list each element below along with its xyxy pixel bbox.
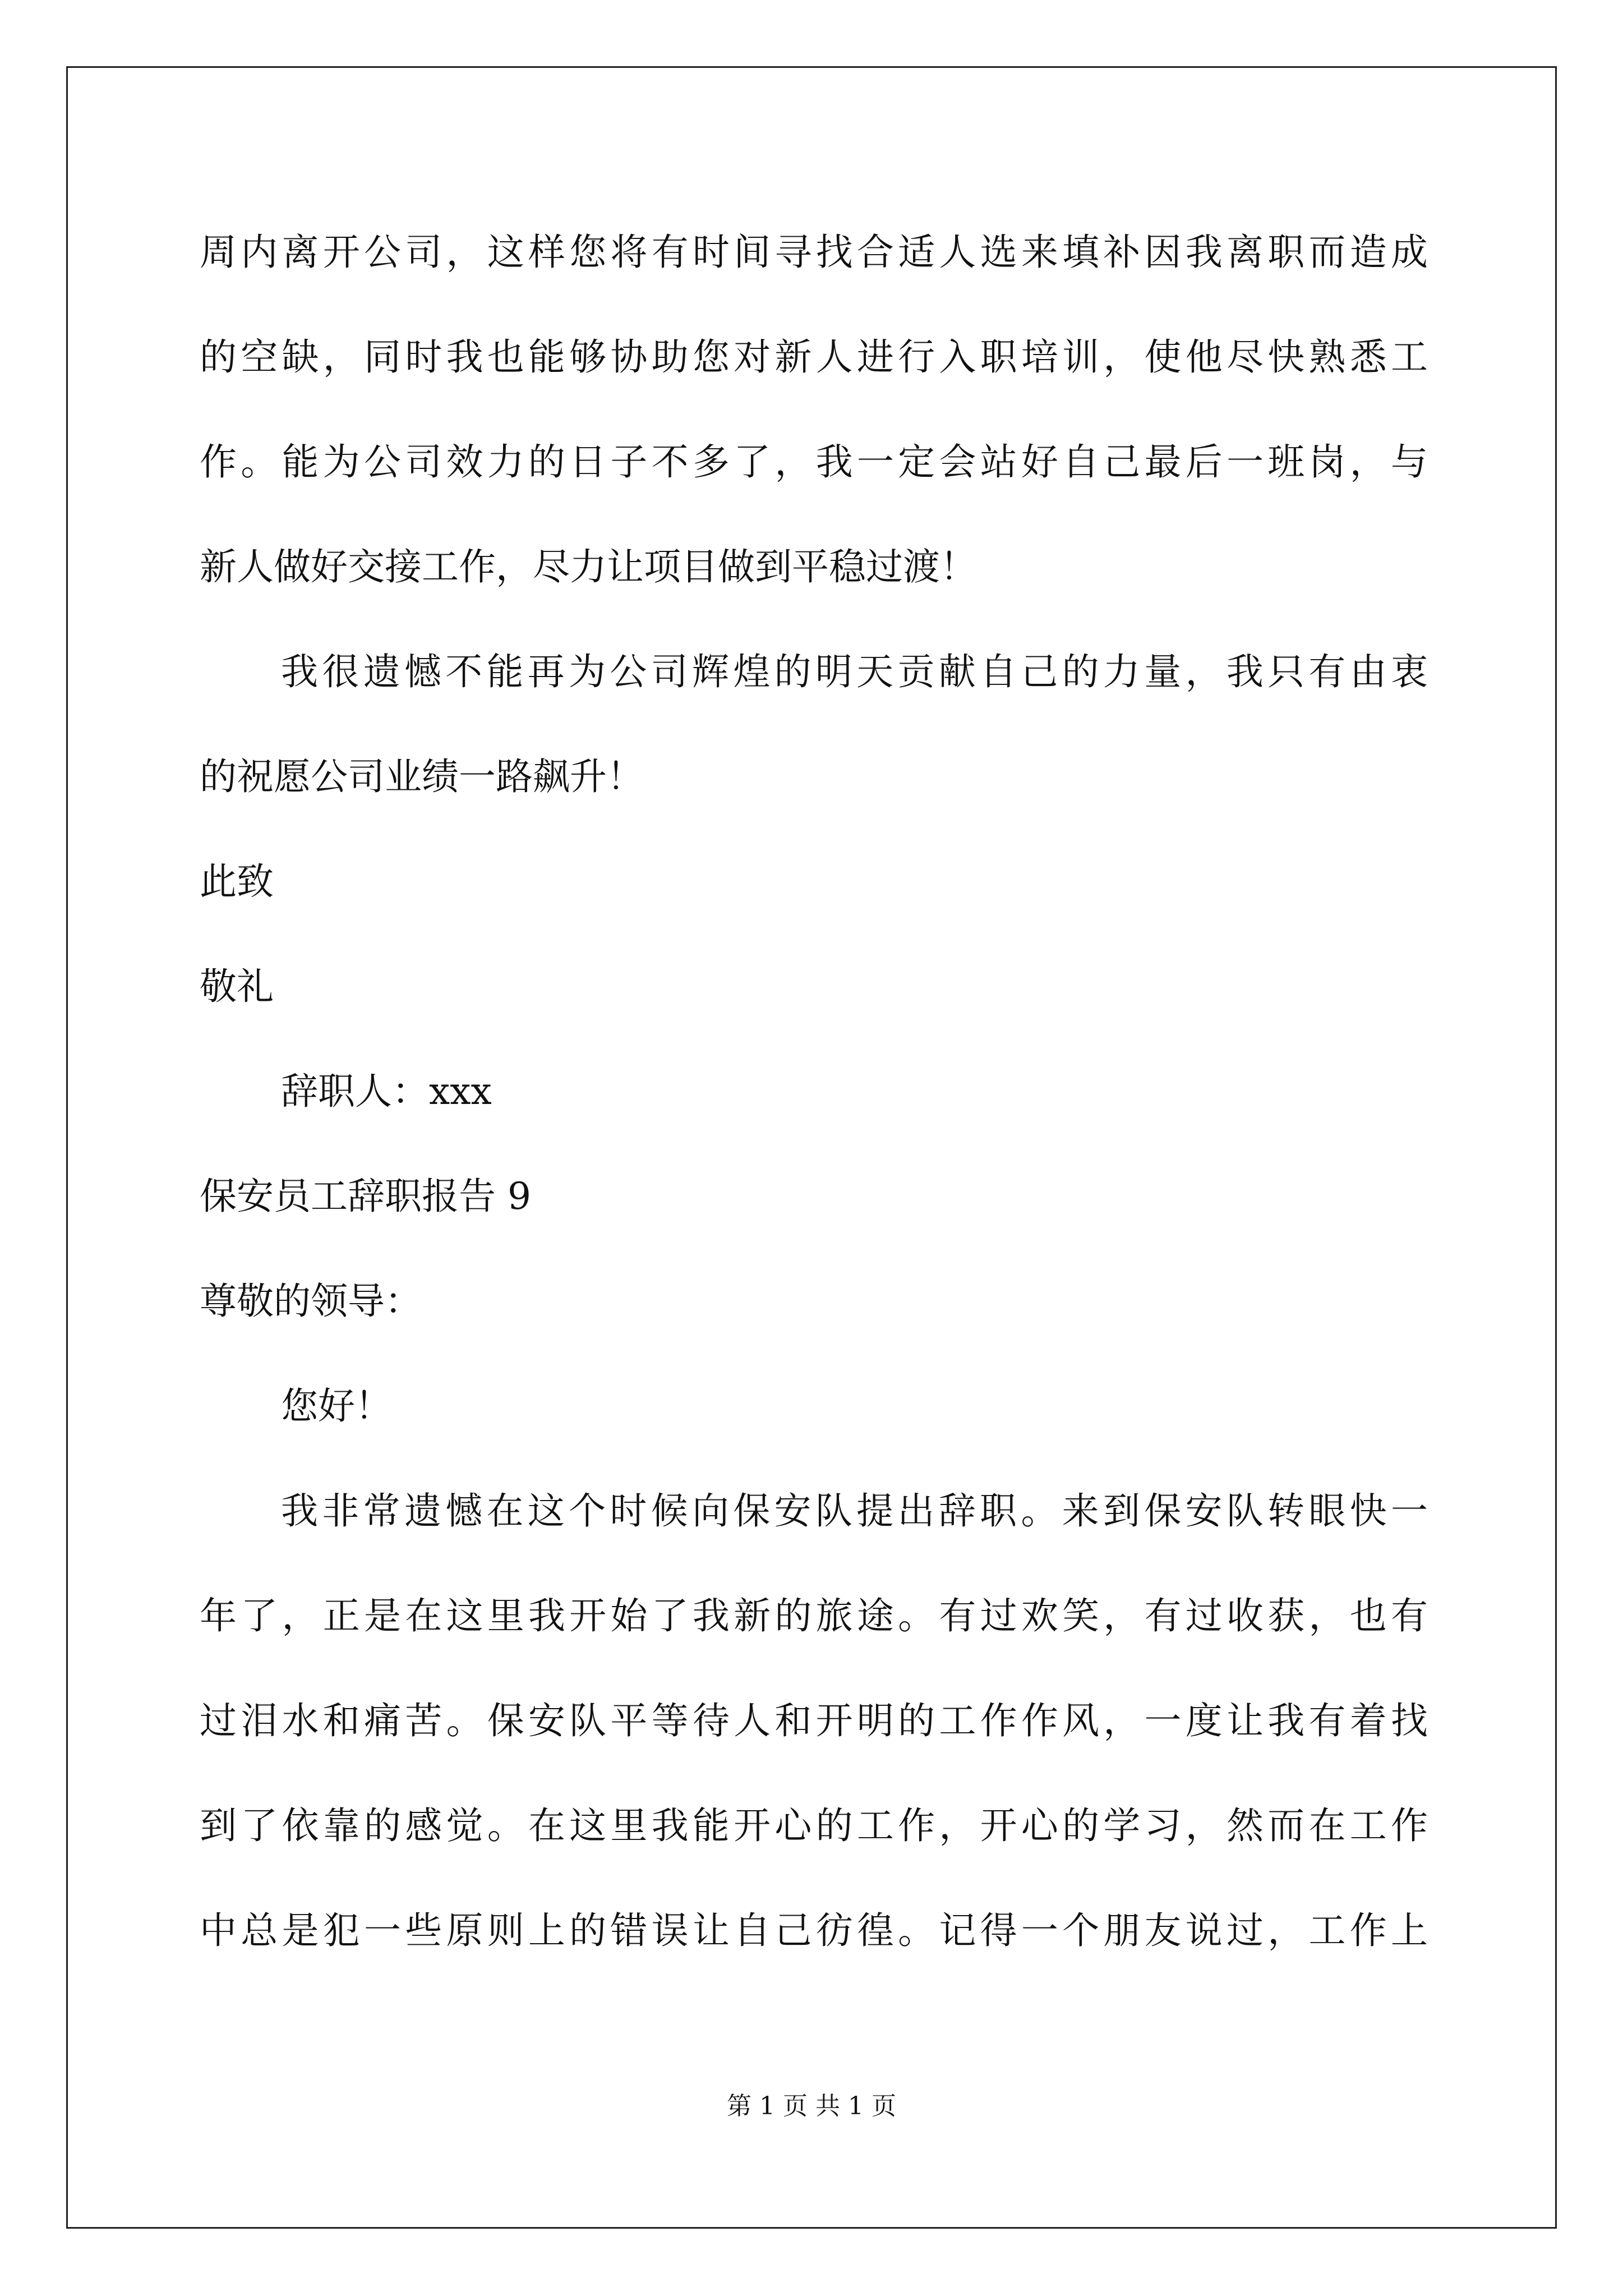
paragraph-line: 新人做好交接工作，尽力让项目做到平稳过渡！	[200, 545, 977, 588]
section-title: 保安员工辞职报告 9	[200, 1175, 531, 1218]
signature-line: 辞职人：xxx	[281, 1070, 492, 1113]
document-body	[200, 208, 1428, 1991]
paragraph-line: 到了依靠的感觉。在这里我能开心的工作，开心的学习，然而在工作	[200, 1804, 1428, 1847]
paragraph-line: 我非常遗憾在这个时候向保安队提出辞职。来到保安队转眼快一	[281, 1489, 1428, 1533]
greeting: 您好！	[281, 1384, 392, 1428]
paragraph-line: 我很遗憾不能再为公司辉煌的明天贡献自己的力量，我只有由衷	[281, 650, 1428, 693]
paragraph-line: 中总是犯一些原则上的错误让自己彷徨。记得一个朋友说过，工作上	[200, 1909, 1428, 1952]
paragraph-line: 的空缺，同时我也能够协助您对新人进行入职培训，使他尽快熟悉工	[200, 335, 1428, 379]
paragraph-line: 的祝愿公司业绩一路飙升！	[200, 755, 644, 798]
paragraph-line: 过泪水和痛苦。保安队平等待人和开明的工作作风，一度让我有着找	[200, 1699, 1428, 1742]
closing-salutation: 此致	[200, 860, 274, 903]
page-footer: 第 1 页 共 1 页	[727, 2092, 896, 2120]
salutation: 尊敬的领导：	[200, 1280, 422, 1323]
paragraph-line: 周内离开公司，这样您将有时间寻找合适人选来填补因我离职而造成	[200, 231, 1428, 274]
paragraph-line: 年了，正是在这里我开始了我新的旅途。有过欢笑，有过收获，也有	[200, 1594, 1428, 1637]
closing-regards: 敬礼	[200, 965, 274, 1008]
paragraph-line: 作。能为公司效力的日子不多了，我一定会站好自己最后一班岗，与	[200, 440, 1428, 484]
